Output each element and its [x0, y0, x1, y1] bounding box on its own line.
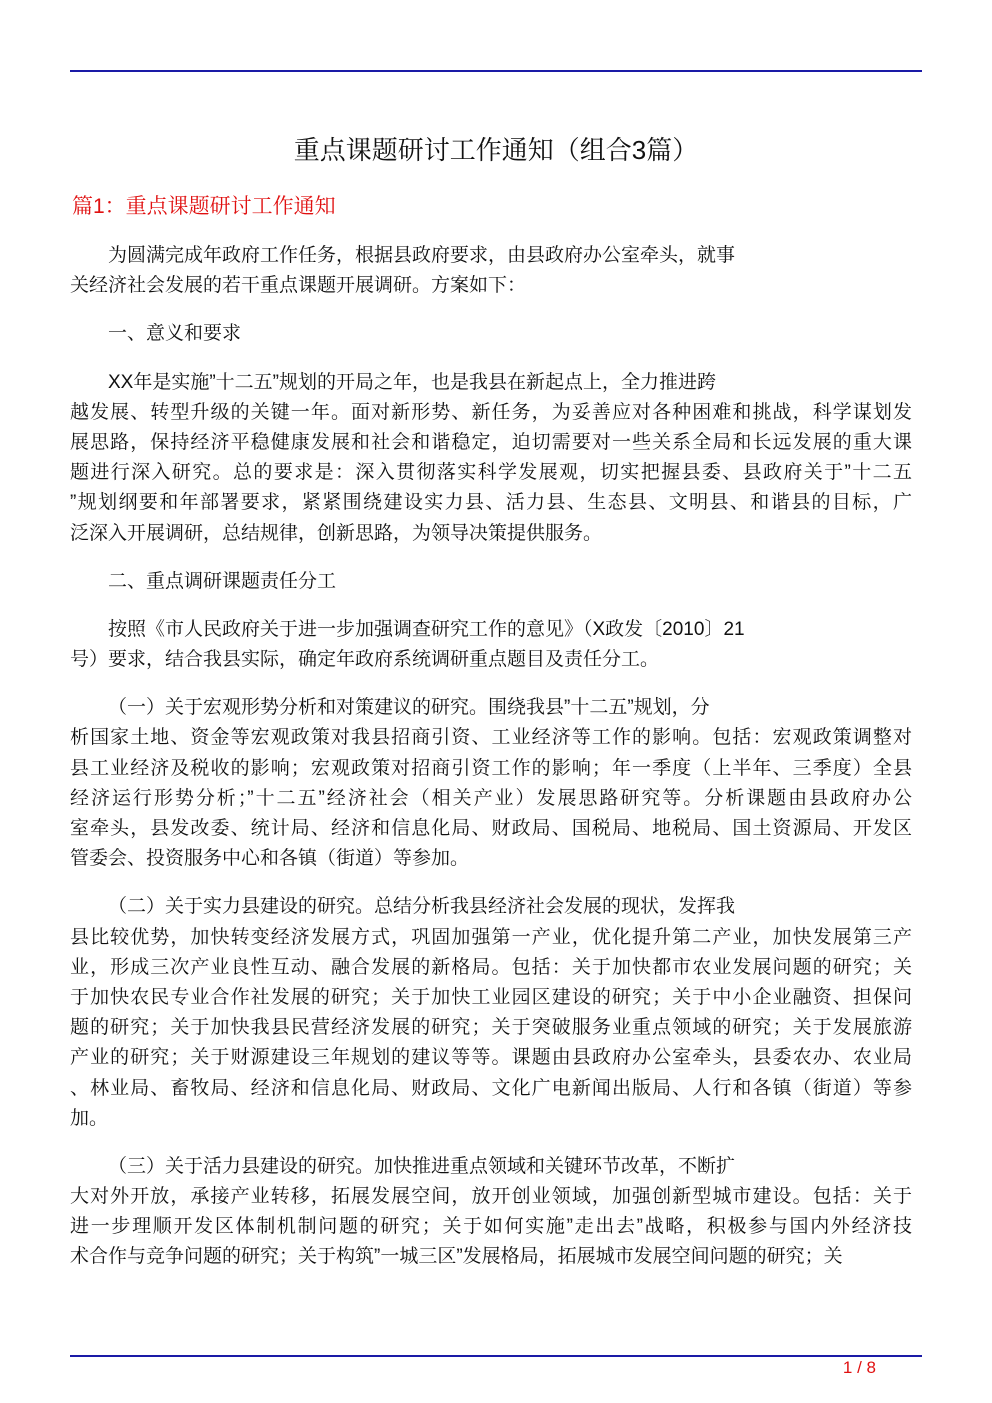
text-line: XX年是实施”十二五”规划的开局之年，也是我县在新起点上，全力推进跨	[108, 371, 717, 393]
text-line: （一）关于宏观形势分析和对策建议的研究。围绕我县”十二五”规划，分	[108, 697, 710, 719]
text-line: ”规划纲要和年部署要求，紧紧围绕建设实力县、活力县、生态县、文明县、和谐县的目标，广	[70, 492, 912, 514]
paragraph	[70, 615, 912, 675]
text-line: 泛深入开展调研，总结规律，创新思路，为领导决策提供服务。	[70, 522, 603, 544]
text-line: 展思路，保持经济平稳健康发展和社会和谐稳定，迫切需要对一些关系全局和长远发展的重大课	[70, 431, 912, 453]
text-line: 关经济社会发展的若干重点课题开展调研。方案如下：	[70, 275, 527, 297]
paragraph	[70, 567, 912, 597]
text-line: 管委会、投资服务中心和各镇（街道）等参加。	[70, 848, 470, 870]
text-line: 题进行深入研究。总的要求是：深入贯彻落实科学发展观，切实把握县委、县政府关于”十二五	[70, 462, 912, 484]
paragraph	[70, 693, 912, 874]
text-line: 一、意义和要求	[108, 323, 242, 345]
text-line: 、林业局、畜牧局、经济和信息化局、财政局、文化广电新闻出版局、人行和各镇（街道）等参	[70, 1077, 912, 1099]
paragraph	[70, 319, 912, 349]
text-line: 于加快农民专业合作社发展的研究；关于加快工业园区建设的研究；关于中小企业融资、担保问	[70, 986, 912, 1008]
section-heading: 篇1：重点课题研讨工作通知	[72, 195, 336, 218]
text-line: （三）关于活力县建设的研究。加快推进重点领域和关键环节改革，不断扩	[108, 1155, 736, 1177]
text-line: 县工业经济及税收的影响；宏观政策对招商引资工作的影响；年一季度（上半年、三季度）全县	[70, 757, 912, 779]
text-line: 大对外开放，承接产业转移，拓展发展空间，放开创业领域，加强创新型城市建设。包括：关于	[70, 1186, 912, 1208]
text-line: 题的研究；关于加快我县民营经济发展的研究；关于突破服务业重点领域的研究；关于发展旅游	[70, 1017, 912, 1039]
text-line: （二）关于实力县建设的研究。总结分析我县经济社会发展的现状，发挥我	[108, 896, 736, 918]
text-line: 产业的研究；关于财源建设三年规划的建议等等。课题由县政府办公室牵头，县委农办、农业局	[70, 1047, 912, 1069]
document-body	[70, 241, 912, 1291]
text-line: 进一步理顺开发区体制机制问题的研究；关于如何实施”走出去”战略，积极参与国内外经济技	[70, 1216, 912, 1238]
text-line: 经济运行形势分析；”十二五”经济社会（相关产业）发展思路研究等。分析课题由县政府办公	[70, 787, 912, 809]
text-line: 县比较优势，加快转变经济发展方式，巩固加强第一产业，优化提升第二产业，加快发展第三产	[70, 926, 912, 948]
footer-rule	[70, 1355, 922, 1357]
document-title: 重点课题研讨工作通知（组合3篇）	[293, 135, 699, 165]
text-line: 越发展、转型升级的关键一年。面对新形势、新任务，为妥善应对各种困难和挑战，科学谋划发	[70, 401, 912, 423]
text-line: 按照《市人民政府关于进一步加强调查研究工作的意见》（X政发〔2010〕21	[108, 618, 745, 640]
text-line: 术合作与竞争问题的研究；关于构筑”一城三区”发展格局，拓展城市发展空间问题的研究；关	[70, 1246, 843, 1268]
paragraph	[70, 1152, 912, 1273]
text-line: 业，形成三次产业良性互动、融合发展的新格局。包括：关于加快都市农业发展问题的研究；关	[70, 956, 912, 978]
text-line: 号）要求，结合我县实际，确定年政府系统调研重点题目及责任分工。	[70, 649, 660, 671]
paragraph	[70, 241, 912, 301]
text-line: 析国家土地、资金等宏观政策对我县招商引资、工业经济等工作的影响。包括：宏观政策调整对	[70, 727, 912, 749]
text-line: 二、重点调研课题责任分工	[108, 570, 337, 592]
text-line: 室牵头，县发改委、统计局、经济和信息化局、财政局、国税局、地税局、国土资源局、开发区	[70, 818, 912, 839]
paragraph	[70, 892, 912, 1134]
text-line: 加。	[70, 1107, 109, 1129]
paragraph	[70, 368, 912, 549]
page-number: 1 / 8	[842, 1358, 876, 1377]
text-line: 为圆满完成年政府工作任务，根据县政府要求，由县政府办公室牵头，就事	[108, 245, 736, 266]
header-rule	[70, 70, 922, 72]
